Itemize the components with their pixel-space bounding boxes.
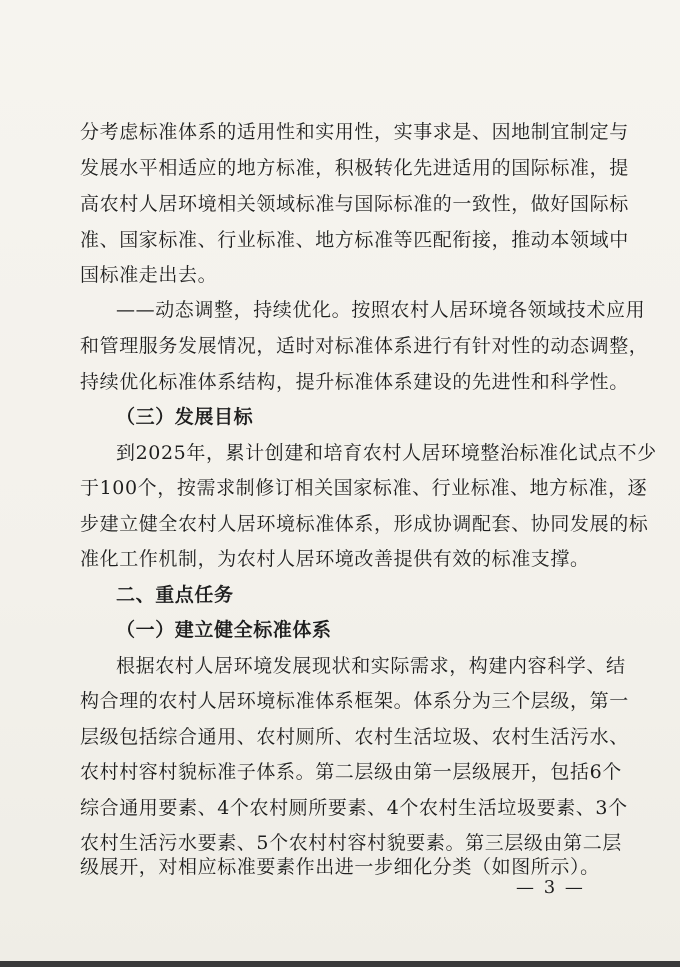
body-text-line: 高农村人居环境相关领域标准与国际标准的一致性，做好国际标 — [80, 193, 629, 215]
body-text-line: 步建立健全农村人居环境标准体系，形成协调配套、协同发展的标 — [80, 513, 649, 535]
body-text-line: 准化工作机制，为农村人居环境改善提供有效的标准支撑。 — [80, 548, 590, 570]
section-heading-goals: （三）发展目标 — [116, 406, 254, 428]
body-text-line: 农村村容村貌标准子体系。第二层级由第一层级展开，包括6个 — [80, 761, 622, 783]
scan-bottom-edge — [0, 961, 680, 967]
body-text-line: 层级包括综合通用、农村厕所、农村生活垃圾、农村生活污水、 — [80, 726, 629, 748]
body-text-line: 级展开，对相应标准要素作出进一步细化分类（如图所示）。 — [80, 856, 600, 878]
goals-paragraph: 到2025年，累计创建和培育农村人居环境整治标准化试点不少 — [116, 442, 657, 464]
body-text-line: 准、国家标准、行业标准、地方标准等匹配衔接，推动本领域中 — [80, 229, 629, 251]
standard-system-paragraph: 根据农村人居环境发展现状和实际需求，构建内容科学、结 — [116, 655, 626, 677]
body-text-line: 综合通用要素、4个农村厕所要素、4个农村生活垃圾要素、3个 — [80, 797, 628, 819]
body-text-line: 于100个，按需求制修订相关国家标准、行业标准、地方标准，逐 — [80, 477, 648, 499]
principle-paragraph: ——动态调整，持续优化。按照农村人居环境各领域技术应用 — [116, 299, 646, 321]
body-text-line: 国标准走出去。 — [80, 264, 218, 286]
body-text-line: 分考虑标准体系的适用性和实用性，实事求是、因地制宜制定与 — [80, 121, 629, 143]
subsection-heading-standard-system: （一）建立健全标准体系 — [116, 619, 332, 641]
body-text-line: 农村生活污水要素、5个农村村容村貌要素。第三层级由第二层 — [80, 832, 622, 854]
body-text-line: 发展水平相适应的地方标准，积极转化先进适用的国际标准，提 — [80, 157, 629, 179]
body-text-line: 持续优化标准体系结构，提升标准体系建设的先进性和科学性。 — [80, 371, 629, 393]
body-text-line: 和管理服务发展情况，适时对标准体系进行有针对性的动态调整， — [80, 335, 649, 357]
body-text-line: 构合理的农村人居环境标准体系框架。体系分为三个层级，第一 — [80, 690, 629, 712]
page-number: — 3 — — [516, 877, 585, 898]
section-heading-key-tasks: 二、重点任务 — [116, 584, 234, 606]
